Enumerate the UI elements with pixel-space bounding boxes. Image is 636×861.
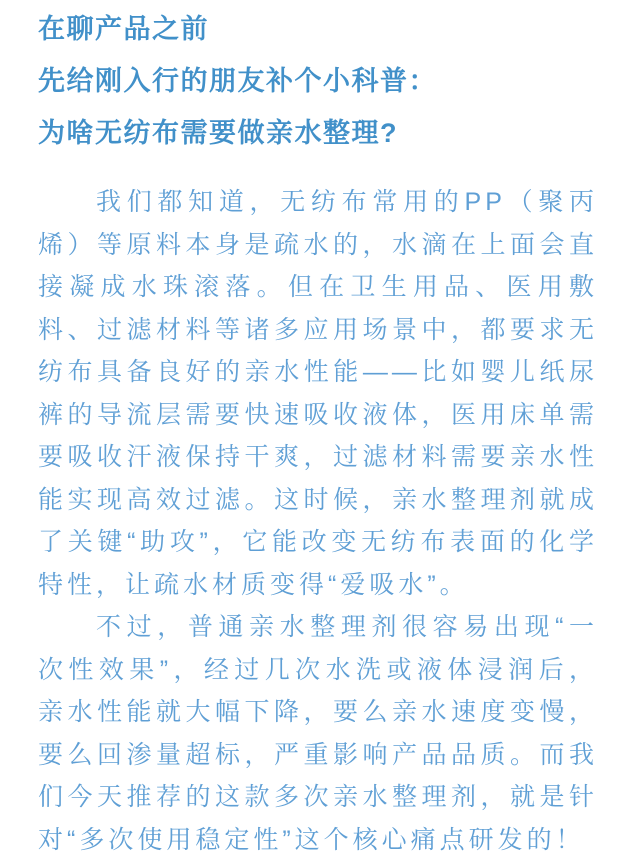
heading-line-3: 为啥无纺布需要做亲水整理? — [38, 118, 398, 148]
heading-line-1: 在聊产品之前 — [38, 14, 209, 44]
body-paragraph-1: 我们都知道，无纺布常用的PP（聚丙烯）等原料本身是疏水的，水滴在上面会直接凝成水珠滚落。但在卫生用品、医用敷料、过滤材料等诸多应用场景中，都要求无纺布具备良好的亲水性能——比如婴儿纸尿裤的导流层需要快速吸收液体，医用床单需要吸收汗液保持干爽，过滤材料需要亲水性能实现高效过滤。这时候，亲水整理剂就成了关键“助攻”，它能改变无纺布表面的化学特性，让疏水材质变得“爱吸水”。 — [38, 188, 598, 599]
body-paragraph-2: 不过，普通亲水整理剂很容易出现“一次性效果”，经过几次水洗或液体浸润后，亲水性能就大幅下降，要么亲水速度变慢，要么回渗量超标，严重影响产品品质。而我们今天推荐的这款多次亲水整理剂，就是针对“多次使用稳定性”这个核心痛点研发的！ — [38, 613, 598, 854]
heading-line-2: 先给刚入行的朋友补个小科普： — [38, 66, 437, 96]
article-heading-block — [38, 14, 598, 148]
article-body — [38, 181, 598, 861]
